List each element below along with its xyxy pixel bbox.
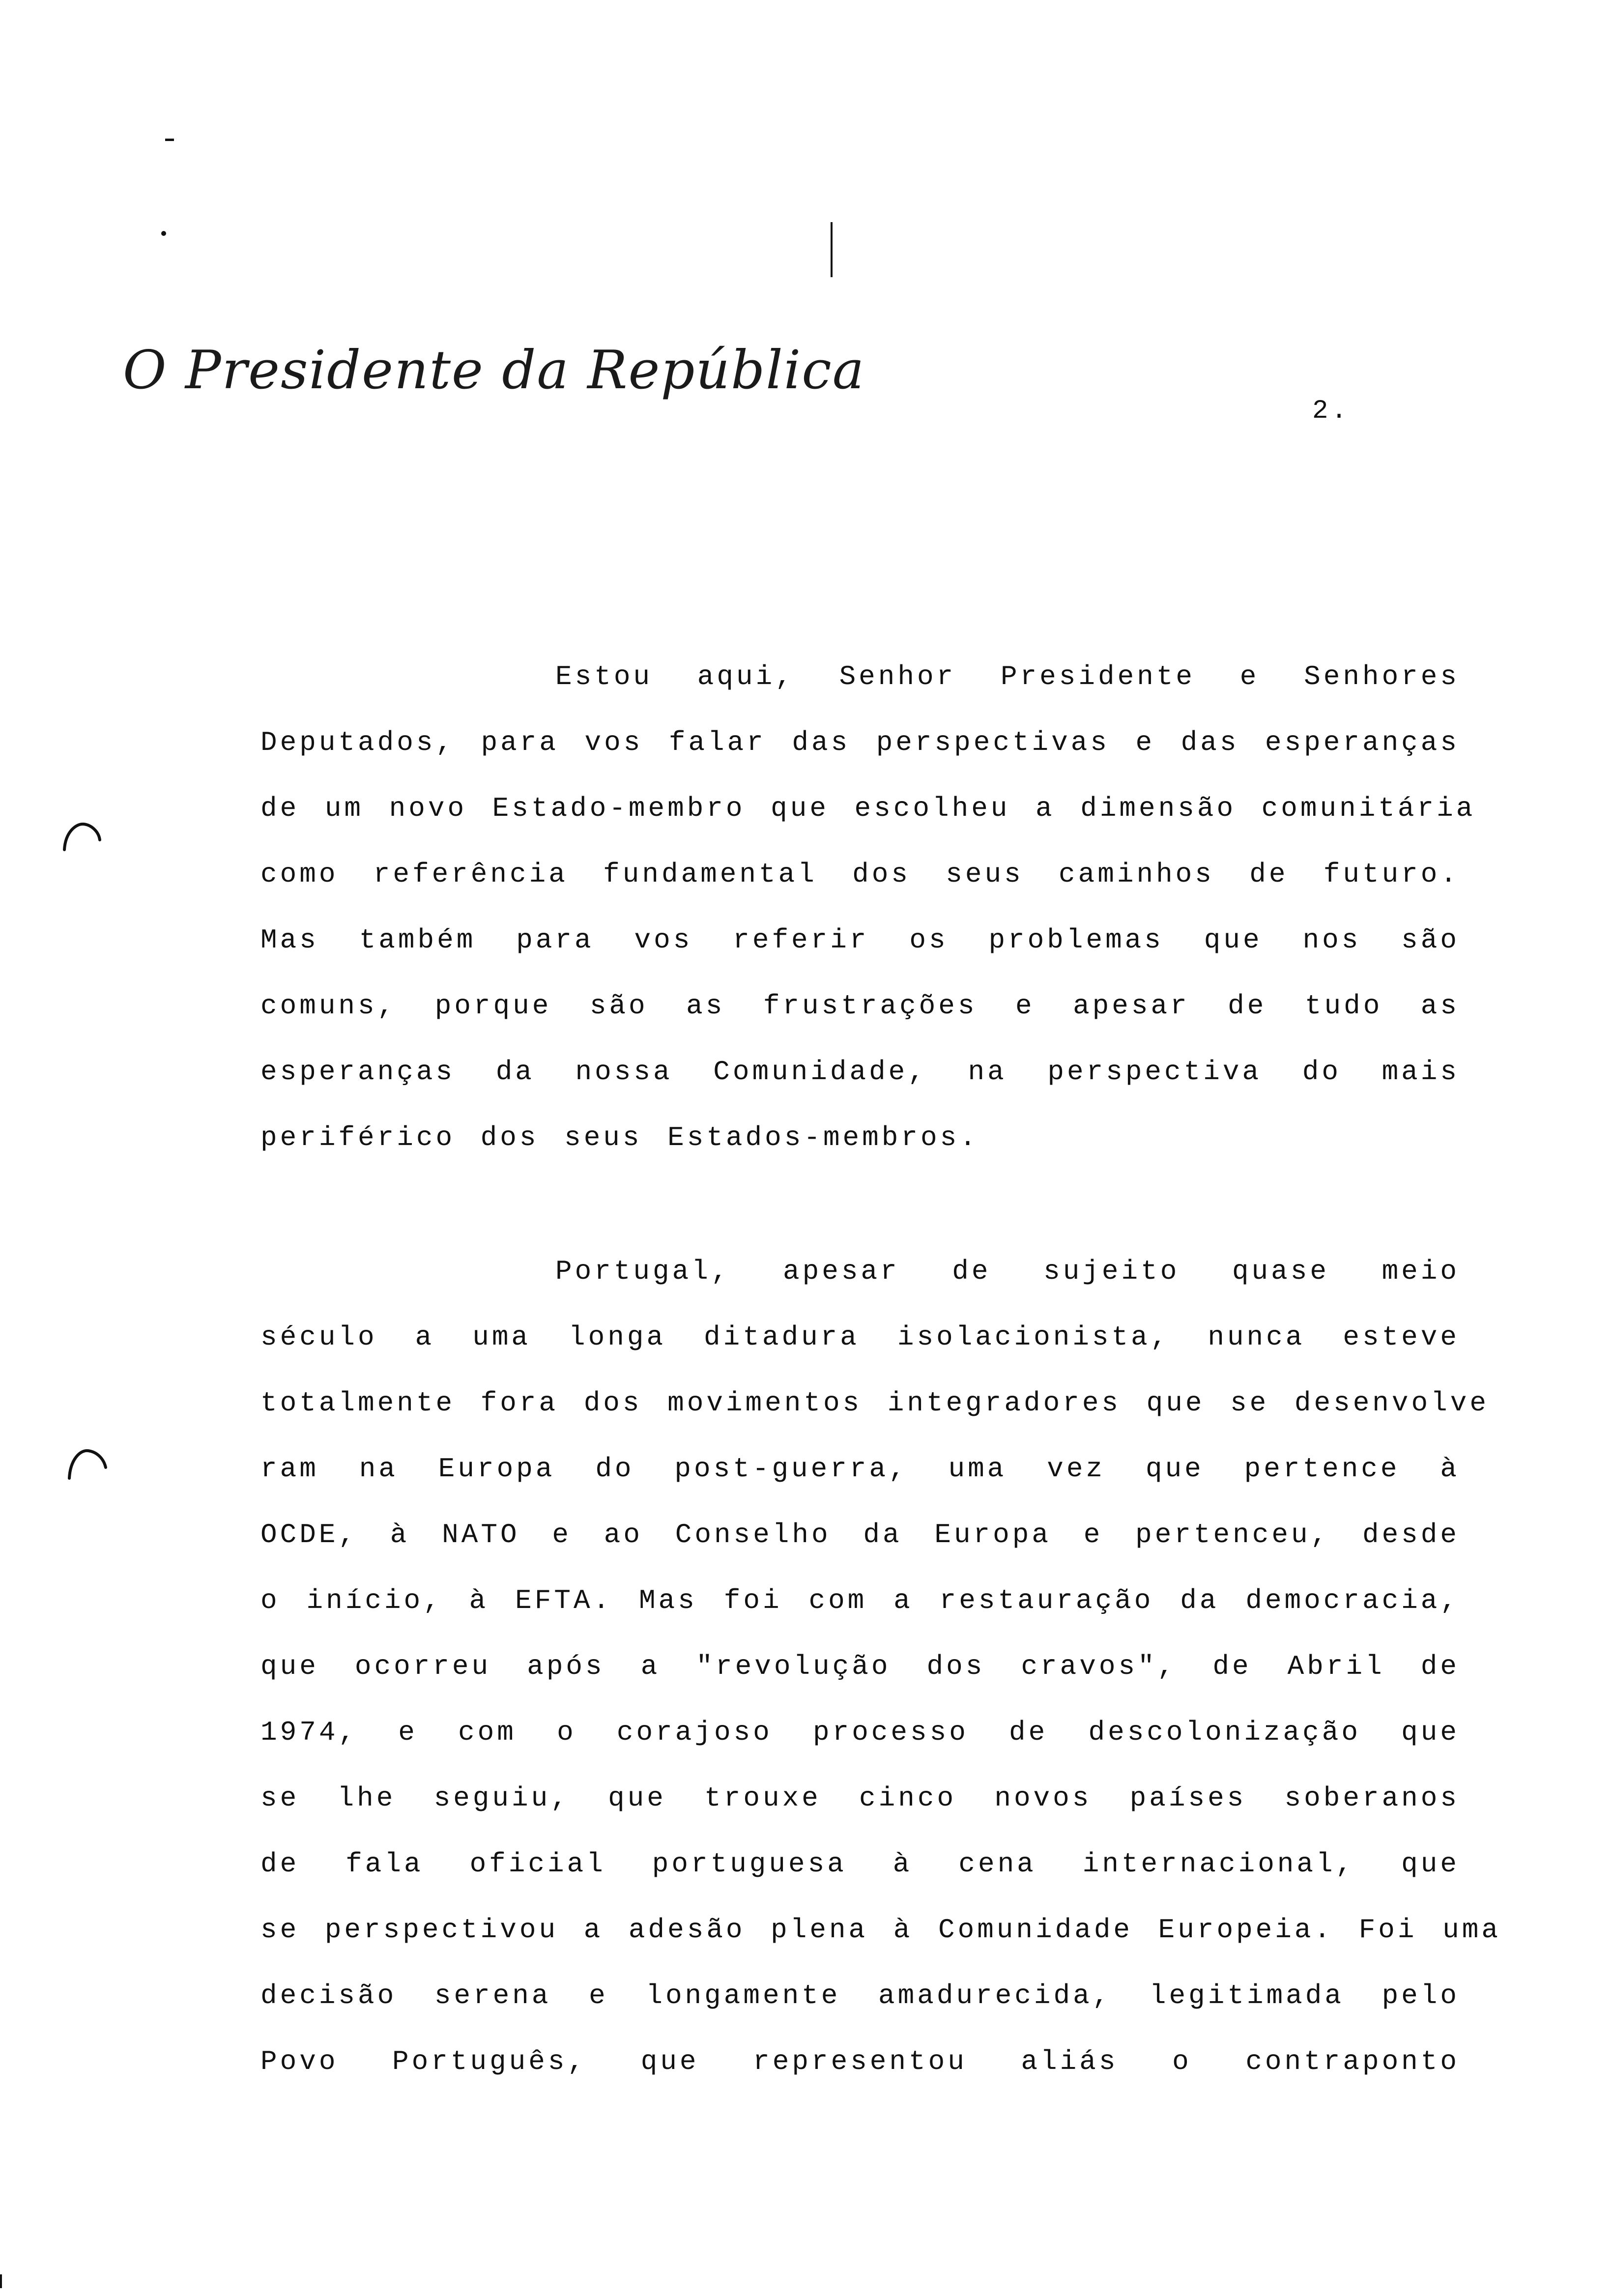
text-line: comuns, porque são as frustrações e apesar de tudo as — [260, 990, 1460, 1022]
text-line: se perspectivou a adesão plena à Comunidade Europeia. Foi uma — [260, 1914, 1501, 1946]
text-line: de um novo Estado-membro que escolheu a dimensão comunitária — [260, 793, 1476, 824]
text-line: Mas também para vos referir os problemas que nos são — [260, 924, 1460, 956]
text-line: periférico dos seus Estados-membros. — [260, 1122, 979, 1153]
text-line: decisão serena e longamente amadurecida, legitimada pelo — [260, 1980, 1460, 2011]
text-line: OCDE, à NATO e ao Conselho da Europa e pertenceu, desde — [260, 1519, 1460, 1550]
page-number: 2. — [1312, 396, 1350, 426]
text-line: ram na Europa do post-guerra, uma vez que pertence à — [260, 1453, 1460, 1485]
punch-hole-mark-icon — [61, 818, 104, 857]
document-header — [123, 340, 865, 423]
text-line: Portugal, apesar de sujeito quase meio — [555, 1256, 1460, 1287]
paragraph-1 — [260, 644, 1476, 1171]
margin-mark-vertical-line — [831, 222, 833, 277]
margin-mark-dot — [161, 231, 166, 236]
paragraph-2 — [260, 1238, 1501, 2095]
text-line: totalmente fora dos movimentos integradores que se desenvolve — [260, 1387, 1489, 1419]
text-line: como referência fundamental dos seus caminhos de futuro. — [260, 859, 1460, 890]
text-line: 1974, e com o corajoso processo de descolonização que — [260, 1717, 1460, 1748]
text-line: esperanças da nossa Comunidade, na perspectiva do mais — [260, 1056, 1460, 1088]
letterhead-title: O Presidente da República — [123, 340, 865, 401]
text-line: século a uma longa ditadura isolacionista, nunca esteve — [260, 1321, 1460, 1353]
margin-mark-bottom — [0, 2274, 2, 2288]
text-line: Deputados, para vos falar das perspectivas e das esperanças — [260, 727, 1460, 758]
text-line: se lhe seguiu, que trouxe cinco novos países soberanos — [260, 1782, 1460, 1814]
text-line: que ocorreu após a "revolução dos cravos", de Abril de — [260, 1651, 1460, 1682]
text-line: Povo Português, que representou aliás o contraponto — [260, 2046, 1460, 2077]
text-line: de fala oficial portuguesa à cena internacional, que — [260, 1848, 1460, 1880]
punch-hole-mark-icon — [66, 1445, 109, 1483]
text-line: o início, à EFTA. Mas foi com a restauração da democracia, — [260, 1585, 1460, 1616]
margin-mark-dash — [165, 139, 174, 141]
text-line: Estou aqui, Senhor Presidente e Senhores — [555, 661, 1460, 692]
